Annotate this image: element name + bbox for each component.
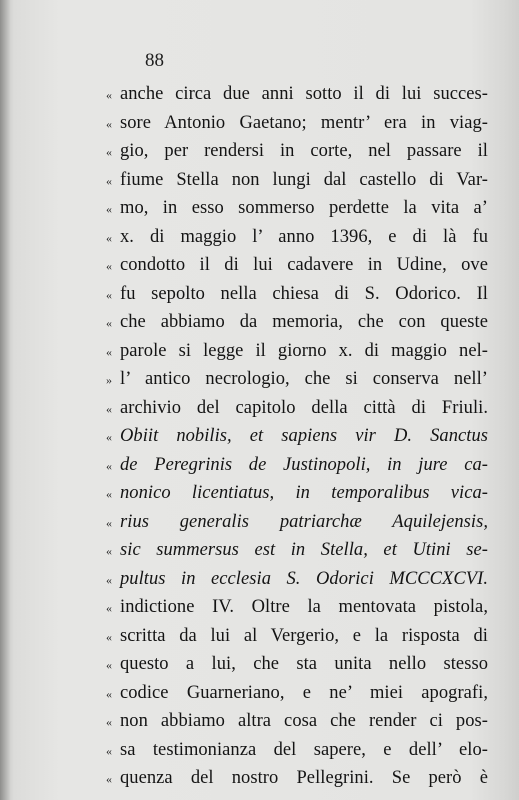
quote-mark: «	[106, 316, 112, 330]
line-text: questo a lui, che sta unita nello stesso	[120, 654, 488, 674]
quote-mark: «	[106, 715, 112, 729]
text-line	[106, 166, 488, 195]
body-text	[106, 80, 488, 793]
text-line	[106, 109, 488, 138]
line-text: rius generalis patriarchæ Aquilejensis,	[120, 511, 488, 532]
line-text: indictione IV. Oltre la mentovata pistola,	[120, 597, 488, 617]
text-line	[106, 80, 488, 109]
quote-mark: «	[106, 686, 112, 701]
line-text: fu sepolto nella chiesa di S. Odorico. Il	[120, 283, 488, 304]
line-text: archivio del capitolo della città di Friuli.	[120, 397, 488, 418]
text-line	[106, 764, 488, 793]
quote-mark: «	[106, 515, 112, 530]
quote-mark: «	[106, 458, 112, 473]
line-text: de Peregrinis de Justinopoli, in jure ca-	[120, 454, 488, 475]
text-line	[106, 736, 488, 765]
quote-mark: «	[106, 230, 112, 245]
line-text: condotto il di lui cadavere in Udine, ove	[120, 255, 488, 275]
quote-mark: «	[106, 601, 112, 615]
quote-mark: «	[106, 430, 112, 444]
text-line	[106, 194, 488, 223]
quote-mark: «	[106, 344, 112, 359]
text-line	[106, 508, 488, 537]
quote-mark: «	[106, 629, 112, 644]
text-line	[106, 308, 488, 337]
line-text: che abbiamo da memoria, che con queste	[120, 312, 488, 332]
text-line	[106, 223, 488, 252]
line-text: sic summersus est in Stella, et Utini se-	[120, 540, 488, 560]
line-text: x. di maggio l’ anno 1396, e di là fu	[120, 226, 488, 247]
quote-mark: «	[106, 401, 112, 416]
quote-mark: «	[106, 743, 112, 758]
line-text: gio, per rendersi in corte, nel passare il	[120, 141, 488, 161]
quote-mark: «	[106, 173, 112, 188]
page-spine-shadow	[0, 0, 10, 800]
text-line	[106, 422, 488, 451]
text-line	[106, 251, 488, 280]
quote-mark: «	[106, 116, 112, 131]
text-line	[106, 565, 488, 594]
quote-mark: «	[106, 772, 112, 786]
text-line	[106, 280, 488, 309]
line-text: pultus in ecclesia S. Odorici MCCCXCVI.	[120, 568, 488, 589]
text-line	[106, 679, 488, 708]
line-text: anche circa due anni sotto il di lui succes-	[120, 84, 488, 104]
text-line	[106, 650, 488, 679]
quote-mark: «	[106, 287, 112, 302]
line-text: non abbiamo altra cosa che render ci pos-	[120, 711, 488, 731]
line-text: mo, in esso sommerso perdette la vita a’	[120, 198, 488, 218]
text-line	[106, 536, 488, 565]
quote-mark: «	[106, 202, 112, 216]
quote-mark: «	[106, 145, 112, 159]
text-line	[106, 365, 488, 394]
line-text: fiume Stella non lungi dal castello di Var-	[120, 169, 488, 190]
quote-mark: «	[106, 88, 112, 102]
line-text: l’ antico necrologio, che si conserva nell’	[120, 369, 488, 389]
line-text: codice Guarneriano, e ne’ miei apografi,	[120, 682, 488, 703]
line-text: nonico licentiatus, in temporalibus vica-	[120, 483, 488, 503]
text-line	[106, 337, 488, 366]
text-line	[106, 137, 488, 166]
quote-mark: «	[106, 572, 112, 587]
text-line	[106, 707, 488, 736]
text-line	[106, 622, 488, 651]
text-line	[106, 479, 488, 508]
page-number: 88	[145, 50, 164, 71]
quote-mark: «	[106, 658, 112, 672]
quote-mark: «	[106, 487, 112, 501]
quote-mark: «	[106, 259, 112, 273]
line-text: Obiit nobilis, et sapiens vir D. Sanctus	[120, 426, 488, 446]
line-text: sore Antonio Gaetano; mentr’ era in viag-	[120, 112, 488, 133]
text-line	[106, 451, 488, 480]
line-text: quenza del nostro Pellegrini. Se però è	[120, 768, 488, 788]
quote-mark: »	[106, 373, 112, 387]
line-text: scritta da lui al Vergerio, e la risposta di	[120, 625, 488, 646]
text-line	[106, 394, 488, 423]
text-line	[106, 593, 488, 622]
line-text: sa testimonianza del sapere, e dell’ elo-	[120, 739, 488, 760]
line-text: parole si legge il giorno x. di maggio nel-	[120, 340, 488, 361]
quote-mark: «	[106, 544, 112, 558]
